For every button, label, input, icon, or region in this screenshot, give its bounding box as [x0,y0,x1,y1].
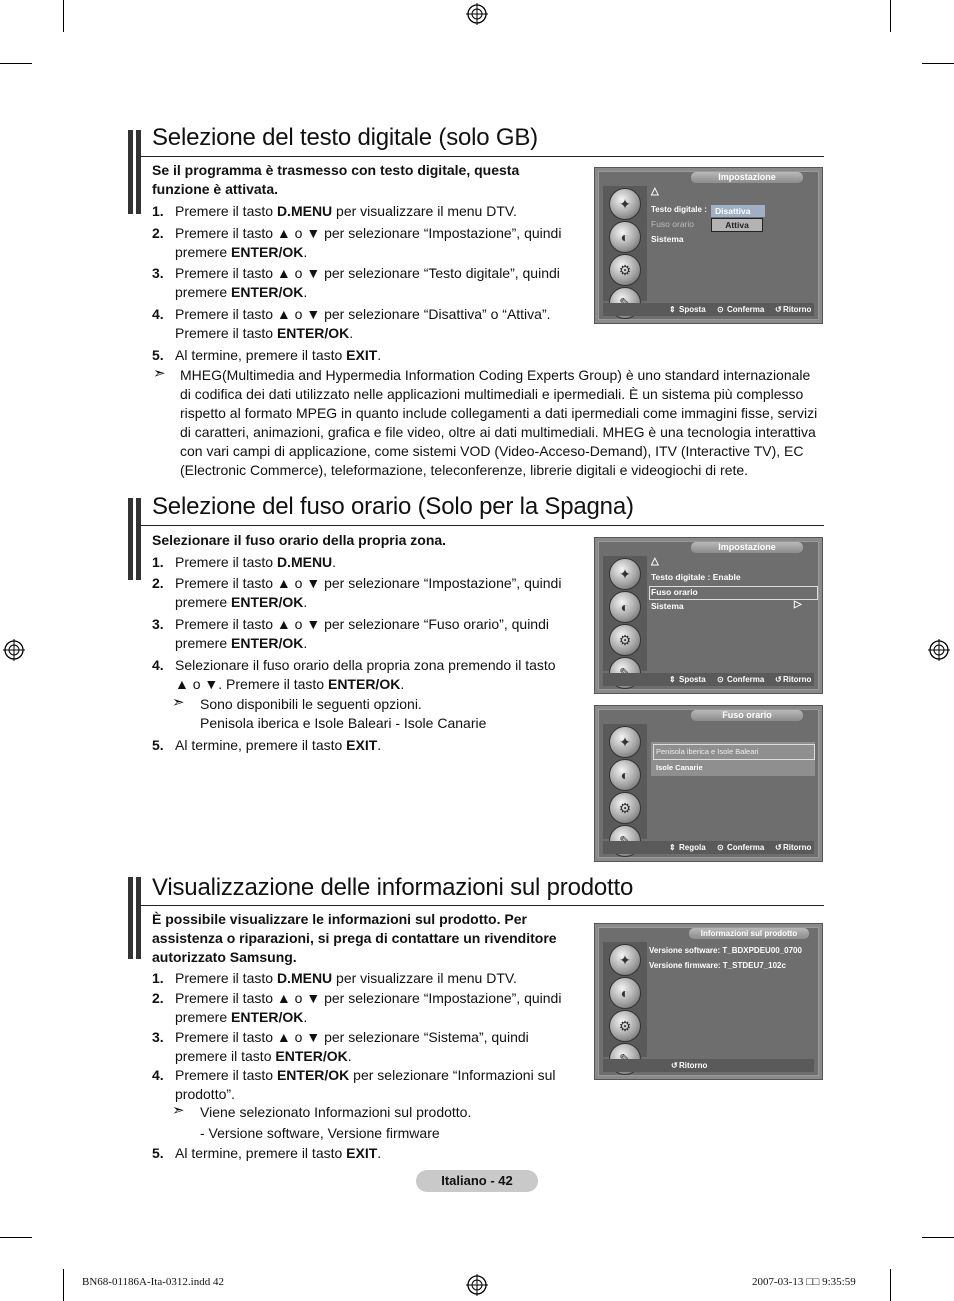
menu-row[interactable]: Testo digitale : Enable [651,572,741,582]
step: 1. Premere il tasto D.MENU. [152,554,337,570]
menu-row[interactable]: Fuso orario [651,219,694,229]
tv-menu-panel [594,923,823,1080]
picture-icon: ✦ [609,188,641,220]
note-text: MHEG(Multimedia and Hypermedia Information Coding Experts Group) è uno standard internazionale di codifica dei dati utilizzato nelle applicazioni multimediali e ipermediali. È un sistema più complesso rispetto al formato MPEG in quanto include collegamenti a dati ipermediali come immagini fisse, servizi di caratteri, animazioni, grafica e file video, oltre ai dati multimediali. MHEG è una tecnologia interattiva con vari campi di applicazione, come sistemi VOD (Video-Acceso-Demand), ITV (Interactive TV), EC (Electronic Commerce), teleformazione, teleconferenze, librerie digitali e videogiochi di rete. [180,367,818,478]
return-icon: ↺ [671,1061,678,1070]
section-lead: Selezionare il fuso orario della propria zona. [152,532,447,548]
note-text: Penisola iberica e Isole Baleari - Isole Canarie [200,715,487,731]
menu-title: Impostazione [691,172,803,183]
section-title: Selezione del testo digitale (solo GB) [152,124,538,151]
up-arrow-icon: △ [651,186,659,197]
print-slug-right: 2007-03-13 □□ 9:35:59 [752,1276,856,1288]
section-bar [136,877,141,959]
step: 2. Premere il tasto ▲ o ▼ per selezionare “Impostazione”, quindi premere ENTER/OK. [152,990,562,1025]
section-rule [140,156,824,157]
menu-title: Fuso orario [691,710,803,721]
enter-icon: ⊙ [717,675,724,684]
registration-mark-top [466,3,488,25]
menu-icon-column [603,186,647,301]
step: 1. Premere il tasto D.MENU per visualizzare il menu DTV. [152,970,517,986]
section-bar [136,130,141,214]
step: 4. Premere il tasto ENTER/OK per selezionare “Informazioni sul prodotto”. [152,1067,556,1102]
menu-row[interactable]: Testo digitale : [651,205,707,214]
step: 3. Premere il tasto ▲ o ▼ per selezionare “Testo digitale”, quindi premere ENTER/OK. [152,265,560,300]
return-icon: ↺ [775,305,782,314]
option-penisola[interactable]: Penisola iberica e Isole Baleari [656,747,759,756]
picture-icon: ✦ [609,558,641,590]
note-arrow-icon: ➣ [172,694,185,711]
page-number: Italiano - 42 [416,1170,538,1192]
step: 1. Premere il tasto D.MENU per visualizzare il menu DTV. [152,203,517,219]
note-text: - Versione software, Versione firmware [200,1125,440,1141]
section-bar [136,498,141,580]
step: 4. Selezionare il fuso orario della propria zona premendo il tasto ▲ o ▼. Premere il tasto ENTER/OK. [152,657,556,692]
move-icon: ⇕ [669,305,676,314]
up-arrow-icon: △ [651,556,659,567]
print-slug-left: BN68-01186A-Ita-0312.indd 42 [82,1276,224,1288]
tv-menu-panel [594,705,823,862]
menu-row[interactable]: Fuso orario [651,587,698,597]
menu-footer: ⇕ Sposta ⊙ Conferma ↺ Ritorno [603,303,814,316]
step: 5. Al termine, premere il tasto EXIT. [152,347,382,363]
registration-mark-left [3,639,25,661]
section-lead: È possibile visualizzare le informazioni sul prodotto. Per assistenza o riparazioni, si prega di contattare un rivenditore autorizzato Samsung. [152,911,557,965]
step: 5. Al termine, premere il tasto EXIT. [152,737,382,753]
registration-mark-right [928,639,950,661]
picture-icon: ✦ [609,944,641,976]
sound-icon: ◐ [609,221,641,253]
step: 3. Premere il tasto ▲ o ▼ per selezionare “Sistema”, quindi premere il tasto ENTER/OK. [152,1029,529,1064]
registration-mark-bottom [466,1274,488,1296]
setup-gear-icon: ⚙ [609,624,641,656]
enter-icon: ⊙ [717,305,724,314]
menu-title: Informazioni sul prodotto [689,928,809,939]
step: 2. Premere il tasto ▲ o ▼ per selezionare “Impostazione”, quindi premere ENTER/OK. [152,575,562,610]
note-text: Sono disponibili le seguenti opzioni. [200,696,422,712]
step: 5. Al termine, premere il tasto EXIT. [152,1145,382,1161]
menu-title: Impostazione [691,542,803,553]
right-arrow-icon: ▷ [794,599,802,610]
return-icon: ↺ [775,675,782,684]
step: 4. Premere il tasto ▲ o ▼ per selezionare “Disattiva” o “Attiva”. Premere il tasto ENTER/OK. [152,306,551,341]
step: 2. Premere il tasto ▲ o ▼ per selezionare “Impostazione”, quindi premere ENTER/OK. [152,225,562,260]
setup-gear-icon: ⚙ [609,792,641,824]
sound-icon: ◐ [609,591,641,623]
section-title: Selezione del fuso orario (Solo per la Spagna) [152,493,634,520]
section-rule [140,905,824,906]
menu-footer: ⇕ Sposta ⊙ Conferma ↺ Ritorno [603,673,814,686]
setup-gear-icon: ⚙ [609,1010,641,1042]
setup-gear-icon: ⚙ [609,254,641,286]
sound-icon: ◐ [609,759,641,791]
note-text: Viene selezionato Informazioni sul prodotto. [200,1104,472,1120]
section-title: Visualizzazione delle informazioni sul prodotto [152,874,634,901]
software-version: Versione software: T_BDXPDEU00_0700 [649,946,802,955]
menu-row[interactable]: Sistema [651,601,684,611]
menu-footer: ↺ Ritorno [603,1059,814,1072]
note-arrow-icon: ➣ [172,1102,185,1119]
note-arrow-icon: ➣ [153,365,166,382]
return-icon: ↺ [775,843,782,852]
option-attiva[interactable]: Attiva [711,218,763,232]
menu-row[interactable]: Sistema [651,234,684,244]
move-icon: ⇕ [669,675,676,684]
section-rule [140,525,824,526]
picture-icon: ✦ [609,726,641,758]
menu-icon-column [603,942,647,1057]
menu-icon-column [603,724,647,839]
section-bar [128,498,133,580]
enter-icon: ⊙ [717,843,724,852]
sound-icon: ◐ [609,977,641,1009]
tv-menu-panel [594,537,823,694]
option-disattiva[interactable]: Disattiva [711,205,765,217]
section-bar [128,877,133,959]
section-bar [128,130,133,214]
move-icon: ⇕ [669,843,676,852]
step: 3. Premere il tasto ▲ o ▼ per selezionare “Fuso orario”, quindi premere ENTER/OK. [152,616,549,651]
menu-icon-column [603,556,647,671]
option-canarie[interactable]: Isole Canarie [656,763,703,772]
firmware-version: Versione firmware: T_STDEU7_102c [649,961,786,970]
menu-footer: ⇕ Regola ⊙ Conferma ↺ Ritorno [603,841,814,854]
section-lead: Se il programma è trasmesso con testo digitale, questa funzione è attivata. [152,162,520,197]
tv-menu-panel [594,167,823,324]
